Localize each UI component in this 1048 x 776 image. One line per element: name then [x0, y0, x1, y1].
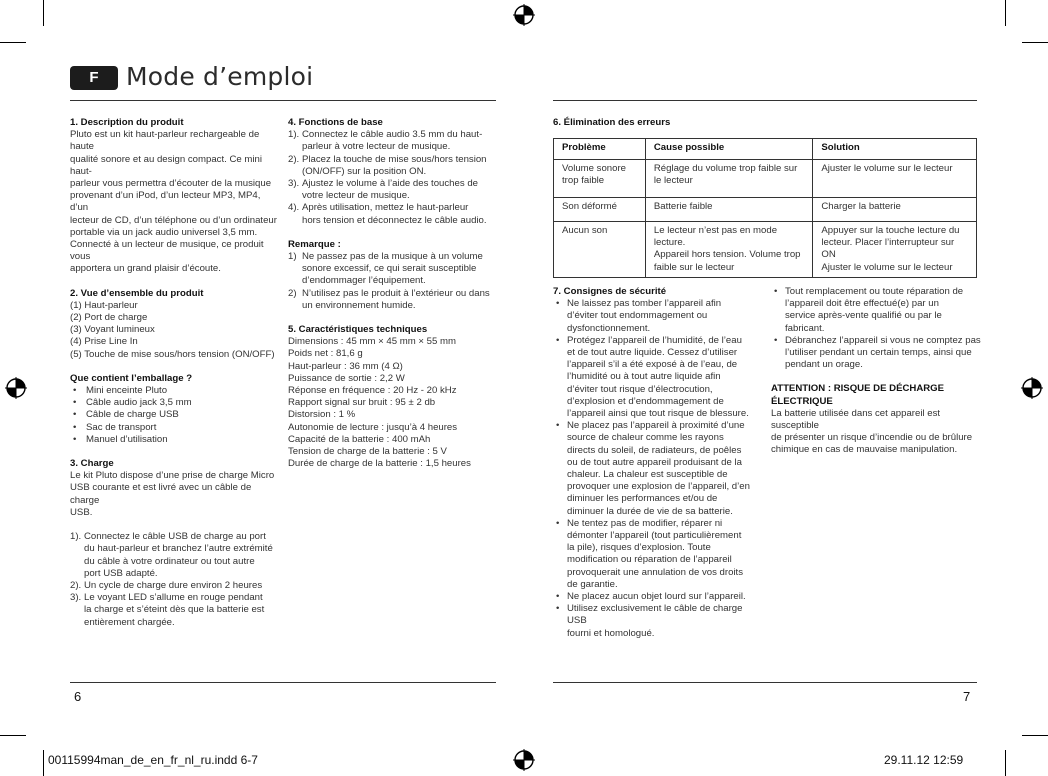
text-line: • Tout remplacement ou toute réparation de — [785, 286, 964, 297]
text-line: • Ne placez aucun objet lourd sur l’appareil. — [567, 591, 746, 603]
right-column-1 — [553, 286, 758, 640]
text-line: l’appareil ainsi que tout risque de blessure. — [567, 408, 749, 420]
text-line: dysfonctionnement. — [567, 322, 651, 334]
table-cell — [554, 198, 646, 222]
list-item — [771, 286, 981, 335]
text-line: de présenter un risque d’incendie ou de brûlure — [771, 432, 973, 444]
text-line: la charge et s’éteint dès que la batterie est — [84, 604, 265, 616]
cell-line: Volume sonore — [562, 163, 626, 174]
registration-mark-icon — [5, 377, 27, 399]
list-item — [70, 531, 280, 580]
cell-line: Le lecteur n’est pas en mode lecture. — [653, 225, 778, 249]
list-item — [553, 335, 758, 420]
list-item: • Mini enceinte Pluto — [70, 385, 280, 397]
paragraph — [70, 470, 280, 519]
text-line: la pile), risques d’explosion. Toute — [567, 542, 711, 554]
spec-list — [288, 336, 498, 470]
text-line: chaleur. La chaleur est susceptible de — [567, 469, 728, 481]
list — [70, 300, 280, 361]
text-line: démonter l’appareil (tout particulièrement — [567, 530, 742, 542]
numbered-list — [70, 531, 280, 629]
bullet-list — [771, 286, 981, 371]
list-item: (2) Port de charge — [70, 312, 148, 324]
text-line: d’éviter tout risque d’électrocution, — [567, 383, 713, 395]
item-number: 1) — [288, 251, 297, 263]
text-line: Le voyant LED s’allume en rouge pendant — [84, 592, 263, 604]
table-row — [554, 222, 977, 278]
footer-rule — [70, 682, 496, 683]
section-heading: 7. Consignes de sécurité — [553, 286, 667, 297]
header-rule — [70, 100, 496, 101]
text-line: Le kit Pluto dispose d’une prise de charge Micro — [70, 470, 275, 482]
table-cell — [645, 160, 813, 198]
section-heading: 1. Description du produit — [70, 117, 184, 128]
list-item — [288, 288, 498, 312]
text-line: La batterie utilisée dans cet appareil est susceptible — [771, 407, 941, 432]
list-item — [553, 603, 758, 640]
text-line: Un cycle de charge dure environ 2 heures — [84, 579, 263, 591]
section-heading: 2. Vue d’ensemble du produit — [70, 287, 204, 299]
list-item — [553, 591, 758, 603]
list-item — [553, 518, 758, 591]
footer-rule — [553, 682, 977, 683]
table-header: Problème — [554, 139, 646, 160]
text-line: directs du soleil, de radiateurs, de poêles — [567, 444, 742, 456]
cell-line: Son déformé — [562, 201, 617, 212]
item-number: 4). — [288, 202, 300, 214]
text-line: provoquer une explosion de l’appareil, d’en — [567, 481, 750, 493]
table-cell — [645, 198, 813, 222]
text-line: • Ne tentez pas de modifier, réparer ni — [567, 517, 723, 529]
text-line: un environnement humide. — [302, 299, 416, 311]
item-number: 1). — [70, 531, 82, 543]
cell-line: lecteur. Placer l’interrupteur sur ON — [821, 237, 955, 261]
text-line: du haut-parleur et branchez l’autre extrémité — [84, 543, 273, 555]
list-item — [288, 154, 498, 178]
text-line: USB courante et est livré avec un câble de charge — [70, 482, 252, 506]
text-line: l’appareil s’il a été exposé à de l’eau, de — [567, 359, 738, 371]
text-line: port USB adapté. — [84, 567, 158, 579]
text-line: hors tension et déconnectez le câble audio. — [302, 214, 487, 226]
text-line: Connectez le câble audio 3.5 mm du haut- — [302, 129, 483, 141]
cell-line: Appuyer sur la touche lecture du — [821, 225, 960, 236]
list-item — [771, 335, 981, 372]
page-title: Mode d’emploi — [126, 62, 314, 91]
spec-line: Capacité de la batterie : 400 mAh — [288, 433, 431, 445]
numbered-list — [288, 129, 498, 227]
item-number: 2) — [288, 287, 297, 299]
item-number: 3). — [70, 592, 82, 604]
list-item: (1) Haut-parleur — [70, 299, 138, 311]
text-line: • Débranchez l’appareil si vous ne comptez pas — [785, 334, 981, 346]
spec-line: Tension de charge de la batterie : 5 V — [288, 446, 447, 458]
section-heading: 5. Caractéristiques techniques — [288, 324, 428, 336]
table-row — [554, 160, 977, 198]
text-line: d’éviter tout endommagement ou — [567, 310, 708, 322]
text-line: Connectez le câble USB de charge au port — [84, 531, 266, 543]
text-line: provenant d’un iPod, d’un lecteur MP3, MP4, d’un — [70, 190, 261, 214]
section-heading: Remarque : — [288, 238, 341, 250]
text-line: • Ne laissez pas tomber l’appareil afin — [567, 298, 722, 310]
table-cell — [554, 222, 646, 278]
text-line: diminuer les performances et/ou de — [567, 493, 718, 505]
list-item: • Câble audio jack 3,5 mm — [70, 397, 280, 409]
text-line: l’appareil doit être effectué(e) par un — [785, 298, 939, 310]
text-line: fourni et homologué. — [567, 627, 655, 639]
cell-line: Ajuster le volume sur le lecteur — [821, 163, 953, 174]
cell-line: Réglage du volume trop faible sur — [653, 163, 798, 174]
spec-line: Dimensions : 45 mm × 45 mm × 55 mm — [288, 336, 456, 348]
warning-heading: ATTENTION : RISQUE DE DÉCHARGE — [771, 383, 945, 395]
text-line: parleur à votre lecteur de musique. — [302, 141, 451, 153]
cell-line: trop faible — [562, 175, 605, 187]
list-item — [70, 592, 280, 629]
text-line: provoquerait une annulation de vos droits — [567, 566, 744, 578]
list-item — [288, 178, 498, 202]
print-datetime: 29.11.12 12:59 — [884, 753, 964, 767]
text-line: Connecté à un lecteur de musique, ce produit vous — [70, 239, 264, 263]
spec-line: Autonomie de lecture : jusqu’à 4 heures — [288, 421, 458, 433]
cell-line: Ajuster le volume sur le lecteur — [821, 261, 953, 273]
registration-mark-icon — [1021, 377, 1043, 399]
text-line: diminuer la durée de vie de sa batterie. — [567, 505, 733, 517]
table-cell — [813, 198, 977, 222]
item-number: 2). — [288, 153, 300, 165]
list-item: (3) Voyant lumineux — [70, 324, 155, 336]
warning-heading: ÉLECTRIQUE — [771, 395, 833, 407]
item-number: 2). — [70, 579, 82, 591]
text-line: Placez la touche de mise sous/hors tension — [302, 153, 487, 165]
spec-line: Réponse en fréquence : 20 Hz - 20 kHz — [288, 385, 457, 397]
text-line: d’explosion et d’endommagement de — [567, 395, 724, 407]
text-line: portable via un jack audio universel 3,5 mm. — [70, 226, 258, 238]
list-item — [553, 298, 758, 335]
text-line: Ajustez le volume à l’aide des touches de — [302, 178, 478, 190]
crop-mark — [1005, 0, 1006, 26]
text-line: Ne passez pas de la musique à un volume — [302, 251, 483, 263]
text-line: ou de tout autre appareil produisant de la — [567, 456, 742, 468]
table-row — [554, 198, 977, 222]
text-line: l’humidité ou à tout autre liquide afin — [567, 371, 721, 383]
text-line: fabricant. — [785, 322, 825, 334]
text-line: source de chaleur comme les rayons — [567, 432, 724, 444]
cell-line: Batterie faible — [653, 201, 713, 212]
text-line: • Protégez l’appareil de l’humidité, de l’eau — [567, 334, 742, 346]
item-number: 1). — [288, 129, 300, 141]
cell-line: Aucun son — [562, 225, 608, 236]
spec-line: Puissance de sortie : 2,2 W — [288, 372, 405, 384]
list-item: (5) Touche de mise sous/hors tension (ON/OFF) — [70, 348, 275, 360]
header-rule — [553, 100, 977, 101]
list-item — [70, 580, 280, 592]
list-item: • Manuel d’utilisation — [70, 434, 280, 446]
text-line: Après utilisation, mettez le haut-parleur — [302, 202, 469, 214]
text-line: votre lecteur de musique. — [302, 190, 410, 202]
crop-mark — [1022, 735, 1048, 736]
spec-line: Poids net : 81,6 g — [288, 348, 363, 360]
table-cell — [813, 222, 977, 278]
troubleshooting-table — [553, 138, 977, 278]
text-line: entièrement chargée. — [84, 616, 175, 628]
text-line: pendant un orage. — [785, 359, 863, 371]
list-item: • Câble de charge USB — [70, 409, 280, 421]
list-item — [288, 129, 498, 153]
list-item — [288, 251, 498, 288]
list — [70, 385, 280, 446]
text-line: Pluto est un kit haut-parleur rechargeable de haute — [70, 129, 260, 153]
section-heading: 4. Fonctions de base — [288, 117, 383, 128]
text-line: qualité sonore et au design compact. Ce mini haut- — [70, 153, 262, 177]
crop-mark — [0, 42, 26, 43]
cell-line: Charger la batterie — [821, 201, 901, 212]
left-column-1 — [70, 117, 280, 629]
crop-mark — [43, 0, 44, 26]
text-line: N’utilisez pas le produit à l’extérieur ou dans — [302, 287, 490, 299]
bullet-list — [553, 298, 758, 640]
text-line: de garantie. — [567, 578, 618, 590]
registration-mark-icon — [513, 4, 535, 26]
crop-mark — [1005, 750, 1006, 776]
table-header: Solution — [813, 139, 977, 160]
right-column-2 — [771, 286, 981, 457]
table-header-row — [554, 139, 977, 160]
section-heading: 3. Charge — [70, 458, 114, 470]
text-line: du câble à votre ordinateur ou tout autre — [84, 555, 255, 567]
table-cell — [645, 222, 813, 278]
text-line: parleur vous permettra d’écouter de la musique — [70, 178, 272, 190]
item-number: 3). — [288, 178, 300, 190]
cell-line: faible sur le lecteur — [653, 261, 735, 273]
section-heading: Que contient l’emballage ? — [70, 372, 193, 384]
text-line: • Utilisez exclusivement le câble de charge USB — [567, 603, 743, 627]
text-line: apportera un grand plaisir d’écoute. — [70, 263, 221, 275]
spec-line: Haut-parleur : 36 mm (4 Ω) — [288, 360, 403, 372]
registration-mark-icon — [513, 749, 535, 771]
text-line: USB. — [70, 506, 93, 518]
crop-mark — [1022, 42, 1048, 43]
table-header: Cause possible — [645, 139, 813, 160]
page-number: 7 — [963, 689, 971, 704]
list-item — [288, 202, 498, 226]
crop-mark — [0, 735, 26, 736]
crop-mark — [43, 750, 44, 776]
text-line: service après-vente qualifié ou par le — [785, 310, 942, 322]
text-line: modification ou réparation de l’appareil — [567, 554, 732, 566]
table-cell — [554, 160, 646, 198]
file-slug: 00115994man_de_en_fr_nl_ru.indd 6-7 — [48, 753, 258, 767]
list-item — [553, 420, 758, 518]
spec-line: Rapport signal sur bruit : 95 ± 2 db — [288, 397, 436, 409]
table-cell — [813, 160, 977, 198]
spec-line: Distorsion : 1 % — [288, 409, 356, 421]
cell-line: le lecteur — [653, 175, 693, 187]
text-line: sonore excessif, ce qui serait susceptible — [302, 263, 477, 275]
cell-line: Appareil hors tension. Volume trop — [653, 249, 801, 261]
text-line: (ON/OFF) sur la position ON. — [302, 165, 427, 177]
spec-line: Durée de charge de la batterie : 1,5 heures — [288, 458, 471, 470]
list-item: • Sac de transport — [70, 422, 280, 434]
text-line: l’utiliser pendant un certain temps, ainsi que — [785, 347, 972, 359]
page-number: 6 — [74, 689, 82, 704]
language-badge: F — [70, 66, 118, 90]
paragraph — [70, 129, 280, 275]
text-line: • Ne placez pas l’appareil à proximité d’une — [567, 420, 745, 432]
text-line: chimique en cas de mauvaise manipulation. — [771, 444, 958, 456]
text-line: lecteur de CD, d’un téléphone ou d’un ordinateur — [70, 214, 277, 226]
left-column-2 — [288, 117, 498, 470]
section-heading: 6. Élimination des erreurs — [553, 117, 671, 128]
text-line: et de tout autre liquide. Cessez d’utiliser — [567, 347, 738, 359]
text-line: d’endommager l’équipement. — [302, 275, 426, 287]
list-item: (4) Prise Line In — [70, 336, 138, 348]
numbered-list — [288, 251, 498, 312]
